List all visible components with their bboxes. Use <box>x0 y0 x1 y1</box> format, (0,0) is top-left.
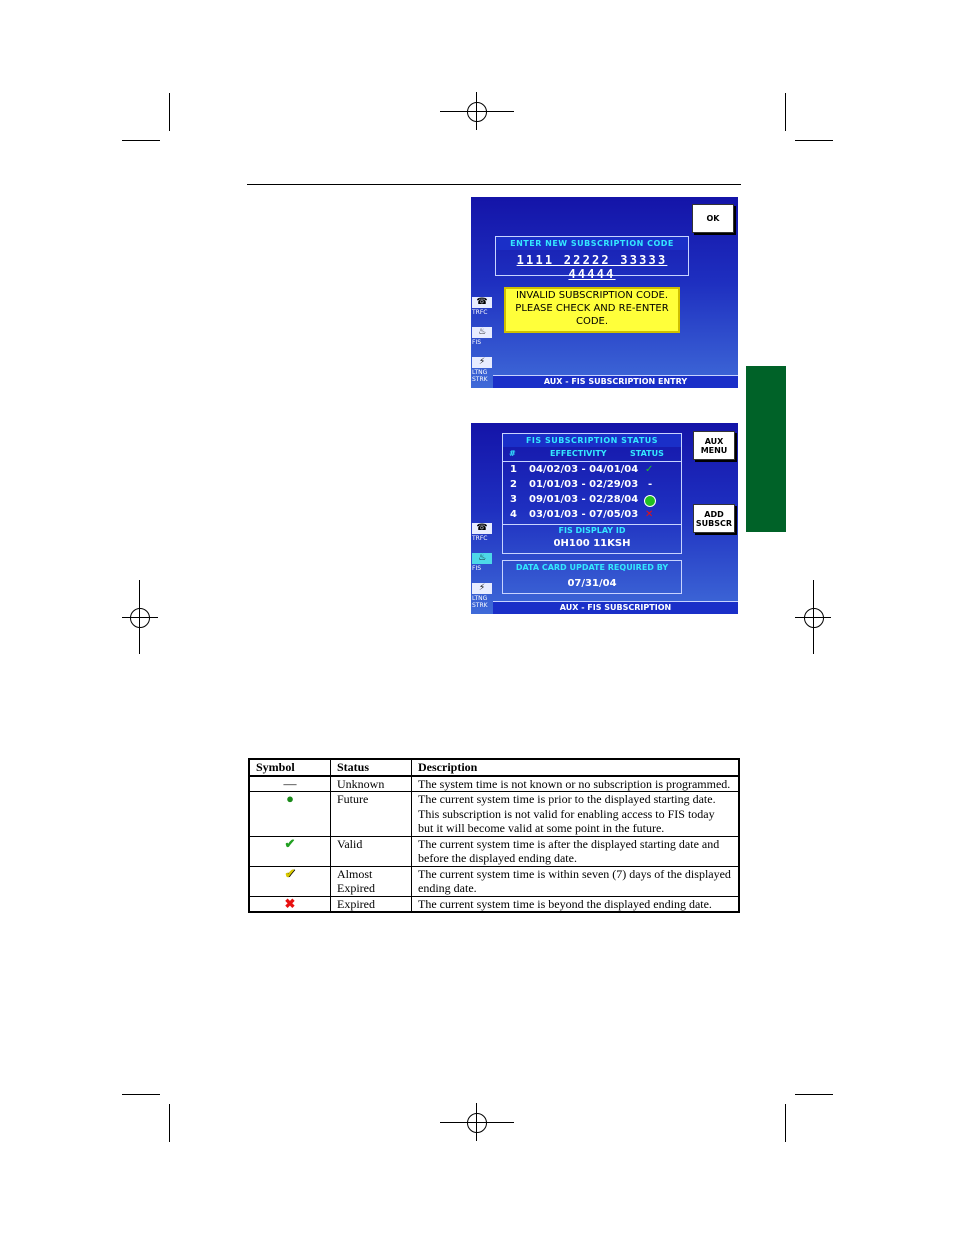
registration-mark <box>467 1113 487 1133</box>
registration-mark <box>440 1122 514 1123</box>
registration-mark <box>467 102 487 122</box>
check-icon: ✔ <box>249 836 331 866</box>
check-icon: ✓ <box>645 464 654 475</box>
add-subscription-button[interactable]: ADD SUBSCR <box>693 504 735 533</box>
row-range: 01/01/03 - 02/29/03 <box>529 479 639 490</box>
future-icon: ● <box>249 792 331 837</box>
registration-mark <box>476 92 477 130</box>
error-line: CODE. <box>575 316 609 327</box>
table-row <box>249 836 739 866</box>
divider <box>503 461 681 462</box>
description-cell: The current system time is prior to the displayed starting date. This subscription is not valid for enabling access to FIS today but it will become valid at some point in the future. <box>412 792 740 837</box>
column-number: # <box>509 449 516 458</box>
error-line: PLEASE CHECK AND RE-ENTER <box>515 303 669 314</box>
status-symbol-table <box>248 758 740 913</box>
registration-mark <box>130 608 150 628</box>
status-cell: Future <box>331 792 412 837</box>
crop-mark <box>169 93 170 131</box>
update-date: 07/31/04 <box>567 578 617 589</box>
registration-mark <box>476 1103 477 1141</box>
x-icon: ✕ <box>645 509 654 520</box>
table-row <box>249 792 739 837</box>
future-icon <box>644 495 656 507</box>
screen-footer: AUX - FIS SUBSCRIPTION ENTRY <box>493 375 738 388</box>
row-number: 2 <box>510 479 517 490</box>
lightning-icon[interactable]: ⚡ <box>472 583 492 594</box>
dash-icon: - <box>648 479 653 490</box>
status-panel <box>502 433 682 554</box>
header-rule <box>247 184 741 185</box>
side-label: TRFC <box>472 535 488 542</box>
registration-mark <box>804 608 824 628</box>
header-description: Description <box>412 759 740 776</box>
crop-mark <box>795 1094 833 1095</box>
row-range: 04/02/03 - 04/01/04 <box>529 464 639 475</box>
side-label: TRFC <box>472 309 488 316</box>
side-label: FIS <box>472 339 482 346</box>
registration-mark <box>139 580 140 654</box>
table-row <box>249 866 739 896</box>
almost-expired-icon: ✔ <box>249 866 331 896</box>
crop-mark <box>122 140 160 141</box>
crop-mark <box>169 1104 170 1142</box>
row-range: 03/01/03 - 07/05/03 <box>529 509 639 520</box>
code-entry-panel <box>495 236 689 281</box>
subscription-row <box>503 463 681 477</box>
error-line: INVALID SUBSCRIPTION CODE. <box>515 290 669 301</box>
traffic-icon[interactable]: ☎ <box>472 523 492 534</box>
error-message-box <box>504 287 680 333</box>
subscription-row <box>503 478 681 492</box>
crop-mark <box>785 93 786 131</box>
section-tab <box>746 366 786 532</box>
side-label: LTNG STRK <box>472 369 488 383</box>
dash-icon: — <box>249 776 331 792</box>
header-status: Status <box>331 759 412 776</box>
description-cell: The system time is not known or no subscription is programmed. <box>412 776 740 792</box>
status-cell: Unknown <box>331 776 412 792</box>
description-cell: The current system time is beyond the displayed ending date. <box>412 896 740 912</box>
update-label: DATA CARD UPDATE REQUIRED BY <box>515 563 669 572</box>
crop-mark <box>795 140 833 141</box>
update-panel <box>502 560 682 594</box>
column-status: STATUS <box>630 449 664 458</box>
description-cell: The current system time is after the displayed starting date and before the displayed ending date. <box>412 836 740 866</box>
crop-mark <box>785 1104 786 1142</box>
status-cell: Expired <box>331 896 412 912</box>
status-title: FIS SUBSCRIPTION STATUS <box>503 434 681 447</box>
ok-button[interactable]: OK <box>692 204 734 233</box>
display-id-value: 0H100 11KSH <box>553 538 631 549</box>
aux-menu-button[interactable]: AUX MENU <box>693 431 735 460</box>
subscription-status-screen <box>471 423 738 614</box>
code-entry-title: ENTER NEW SUBSCRIPTION CODE <box>496 237 688 250</box>
row-number: 1 <box>510 464 517 475</box>
registration-mark <box>813 580 814 654</box>
fis-icon[interactable]: ♨ <box>472 553 492 564</box>
table-header-row <box>249 759 739 776</box>
table-row <box>249 896 739 912</box>
display-id-label: FIS DISPLAY ID <box>558 526 626 535</box>
row-range: 09/01/03 - 02/28/04 <box>529 494 639 505</box>
row-number: 3 <box>510 494 517 505</box>
subscription-code-input[interactable]: 1111 22222 33333 44444 <box>516 253 668 281</box>
lightning-icon[interactable]: ⚡ <box>472 357 492 368</box>
screen-footer: AUX - FIS SUBSCRIPTION <box>493 601 738 614</box>
row-number: 4 <box>510 509 517 520</box>
divider <box>503 524 681 525</box>
subscription-entry-screen <box>471 197 738 388</box>
status-cell: Almost Expired <box>331 866 412 896</box>
column-effectivity: EFFECTIVITY <box>550 449 607 458</box>
x-icon: ✖ <box>249 896 331 912</box>
description-cell: The current system time is within seven (7) days of the displayed ending date. <box>412 866 740 896</box>
subscription-row <box>503 508 681 522</box>
side-label: LTNG STRK <box>472 595 488 609</box>
status-cell: Valid <box>331 836 412 866</box>
traffic-icon[interactable]: ☎ <box>472 297 492 308</box>
fis-icon[interactable]: ♨ <box>472 327 492 338</box>
table-row <box>249 776 739 792</box>
header-symbol: Symbol <box>249 759 331 776</box>
side-label: FIS <box>472 565 482 572</box>
crop-mark <box>122 1094 160 1095</box>
registration-mark <box>122 617 158 618</box>
registration-mark <box>440 111 514 112</box>
subscription-row <box>503 493 681 507</box>
